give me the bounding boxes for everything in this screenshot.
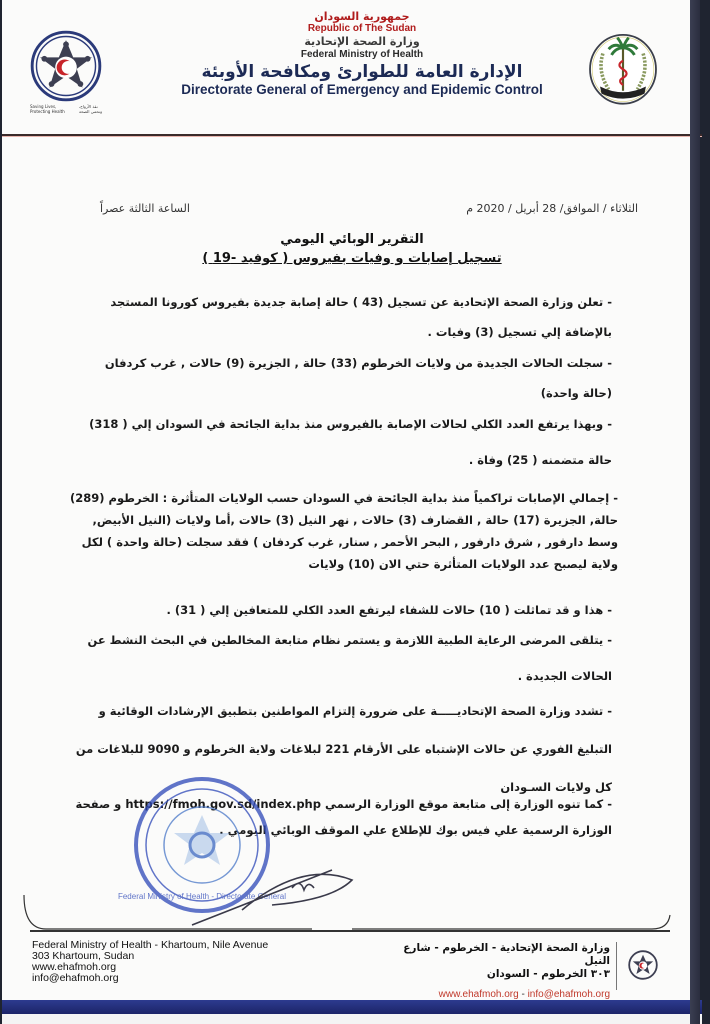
report-date: الثلاثاء / الموافق/ 28 أبريل / 2020 م: [466, 202, 638, 215]
paragraph-new-cases: - تعلن وزارة الصحة الإتحادية عن تسجيل (43 ) حالة إصابة جديدة بفيروس كورونا المستجد بالإضافة إلي تسجيل (3) وفيات .: [110, 295, 612, 339]
paragraph-cumulative-by-state: - إجمالي الإصابات تراكمياً منذ بداية الجائحة في السودان حسب الولايات المتأثرة : الخرطوم (289) حالة, الجزيرة (17) حالة , القضارف (3) حالات , نهر النيل (3) حالات ,أما ولايات (النيل الأبيض, وسط دارفور , شرق دارفور , البحر الأحمر , سنار, غرب كردفان ) فقد سجلت (حالة واحدة ) لكل ولاية ليصبح عدد الولايات المتأثرة حتي الان (10) ولايات: [69, 491, 618, 571]
footer-address-en: [32, 940, 268, 984]
footer-color-band: [2, 1000, 702, 1014]
footer-ar-line1: وزارة الصحة الإتحادية - الخرطوم - شارع النيل: [403, 942, 610, 967]
letterhead: [181, 10, 543, 98]
paragraph-website: - كما تنوه الوزارة إلى متابعة موقع الوزارة الرسمي https://fmoh.gov.sd/index.php و صفحة الوزارة الرسمية علي فيس بوك للإطلاع علي الموقف الوبائي اليومي .: [75, 797, 612, 837]
paragraph-total-cases: - وبهذا يرتفع العدد الكلي لحالات الإصابة بالفيروس منذ بداية الجائحة في السودان إلي ( 318) حالة متضمنه ( 25) وفاة .: [89, 417, 612, 467]
crescent-star-emblem-icon: [30, 30, 102, 102]
footer-separator: -: [518, 989, 528, 1000]
footer-curve-right: [352, 895, 672, 933]
logo-caption: [30, 104, 110, 114]
directorate-arabic: الإدارة العامة للطوارئ ومكافحة الأوبئة: [201, 62, 523, 82]
country-arabic: جمهورية السودان: [314, 10, 410, 23]
logo-caption-ar: نقذ الأرواح، ونحمي الصحة: [78, 104, 103, 114]
ministry-arabic: وزارة الصحة الإتحادية: [304, 35, 420, 48]
footer-emblem-icon: [628, 950, 658, 980]
paragraph-patient-care: - يتلقى المرضى الرعاية الطبية اللازمة و يستمر نظام متابعة المخالطين في البحث النشط عن الحالات الجديدة .: [87, 633, 612, 683]
footer-ar-line2: ٣٠٣ الخرطوم - السودان: [486, 968, 610, 980]
footer-ar-email-link[interactable]: info@ehafmoh.org: [527, 989, 610, 1000]
directorate-english: Directorate General of Emergency and Epidemic Control: [181, 82, 543, 97]
footer-address-line2: 303 Khartoum, Sudan: [32, 950, 135, 962]
stamp-text: Federal Ministry of Health - Directorate General: [117, 892, 287, 901]
paragraph-recoveries: - هذا و قد تماثلت ( 10) حالات للشفاء ليرتفع العدد الكلي للمتعافين إلي ( 31) .: [166, 603, 612, 617]
paragraph-new-cases-by-state: - سجلت الحالات الجديدة من ولايات الخرطوم (33) حالة , الجزيرة (9) حالات , غرب كردفان (حالة واحدة): [104, 356, 612, 400]
background-edge: [690, 0, 700, 1024]
logo-caption-en: Saving Lives, Protecting Health: [30, 104, 65, 114]
document-page: [2, 0, 700, 1024]
report-title: التقرير الوبائي اليومي: [280, 232, 424, 247]
footer-bottom-strip: [2, 1014, 702, 1024]
header-divider: [2, 134, 702, 136]
footer-website-link[interactable]: www.ehafmoh.org: [32, 961, 117, 973]
footer-address-ar: [380, 942, 610, 1000]
report-subtitle: تسجيل إصابات و وفيات بفيروس ( كوفيد -19 ): [202, 251, 502, 266]
footer-curve-left: [22, 895, 312, 933]
footer-address-line1: Federal Ministry of Health - Khartoum, Nile Avenue: [32, 939, 269, 951]
footer-divider: [30, 930, 670, 932]
report-time: الساعة الثالثة عصراً: [100, 202, 190, 215]
ministry-english: Federal Ministry of Health: [300, 49, 424, 60]
footer-contact: [380, 989, 610, 1000]
palm-caduceus-emblem-icon: [587, 32, 659, 108]
footer-vertical-divider: [616, 942, 617, 990]
paragraph-hotlines: - تشدد وزارة الصحة الإتحاديـــــة على ضرورة إلتزام المواطنين بتطبيق الإرشادات الوقائية و التبليغ الفوري عن حالات الإشتباه على الأرقام 221 لبلاغات ولاية الخرطوم و 9090 للبلاغات من كل ولايات السـودان: [75, 704, 612, 794]
footer-ar-website-link[interactable]: www.ehafmoh.org: [438, 989, 519, 1000]
country-english: Republic of The Sudan: [307, 23, 417, 34]
footer-email-link[interactable]: info@ehafmoh.org: [32, 972, 119, 984]
